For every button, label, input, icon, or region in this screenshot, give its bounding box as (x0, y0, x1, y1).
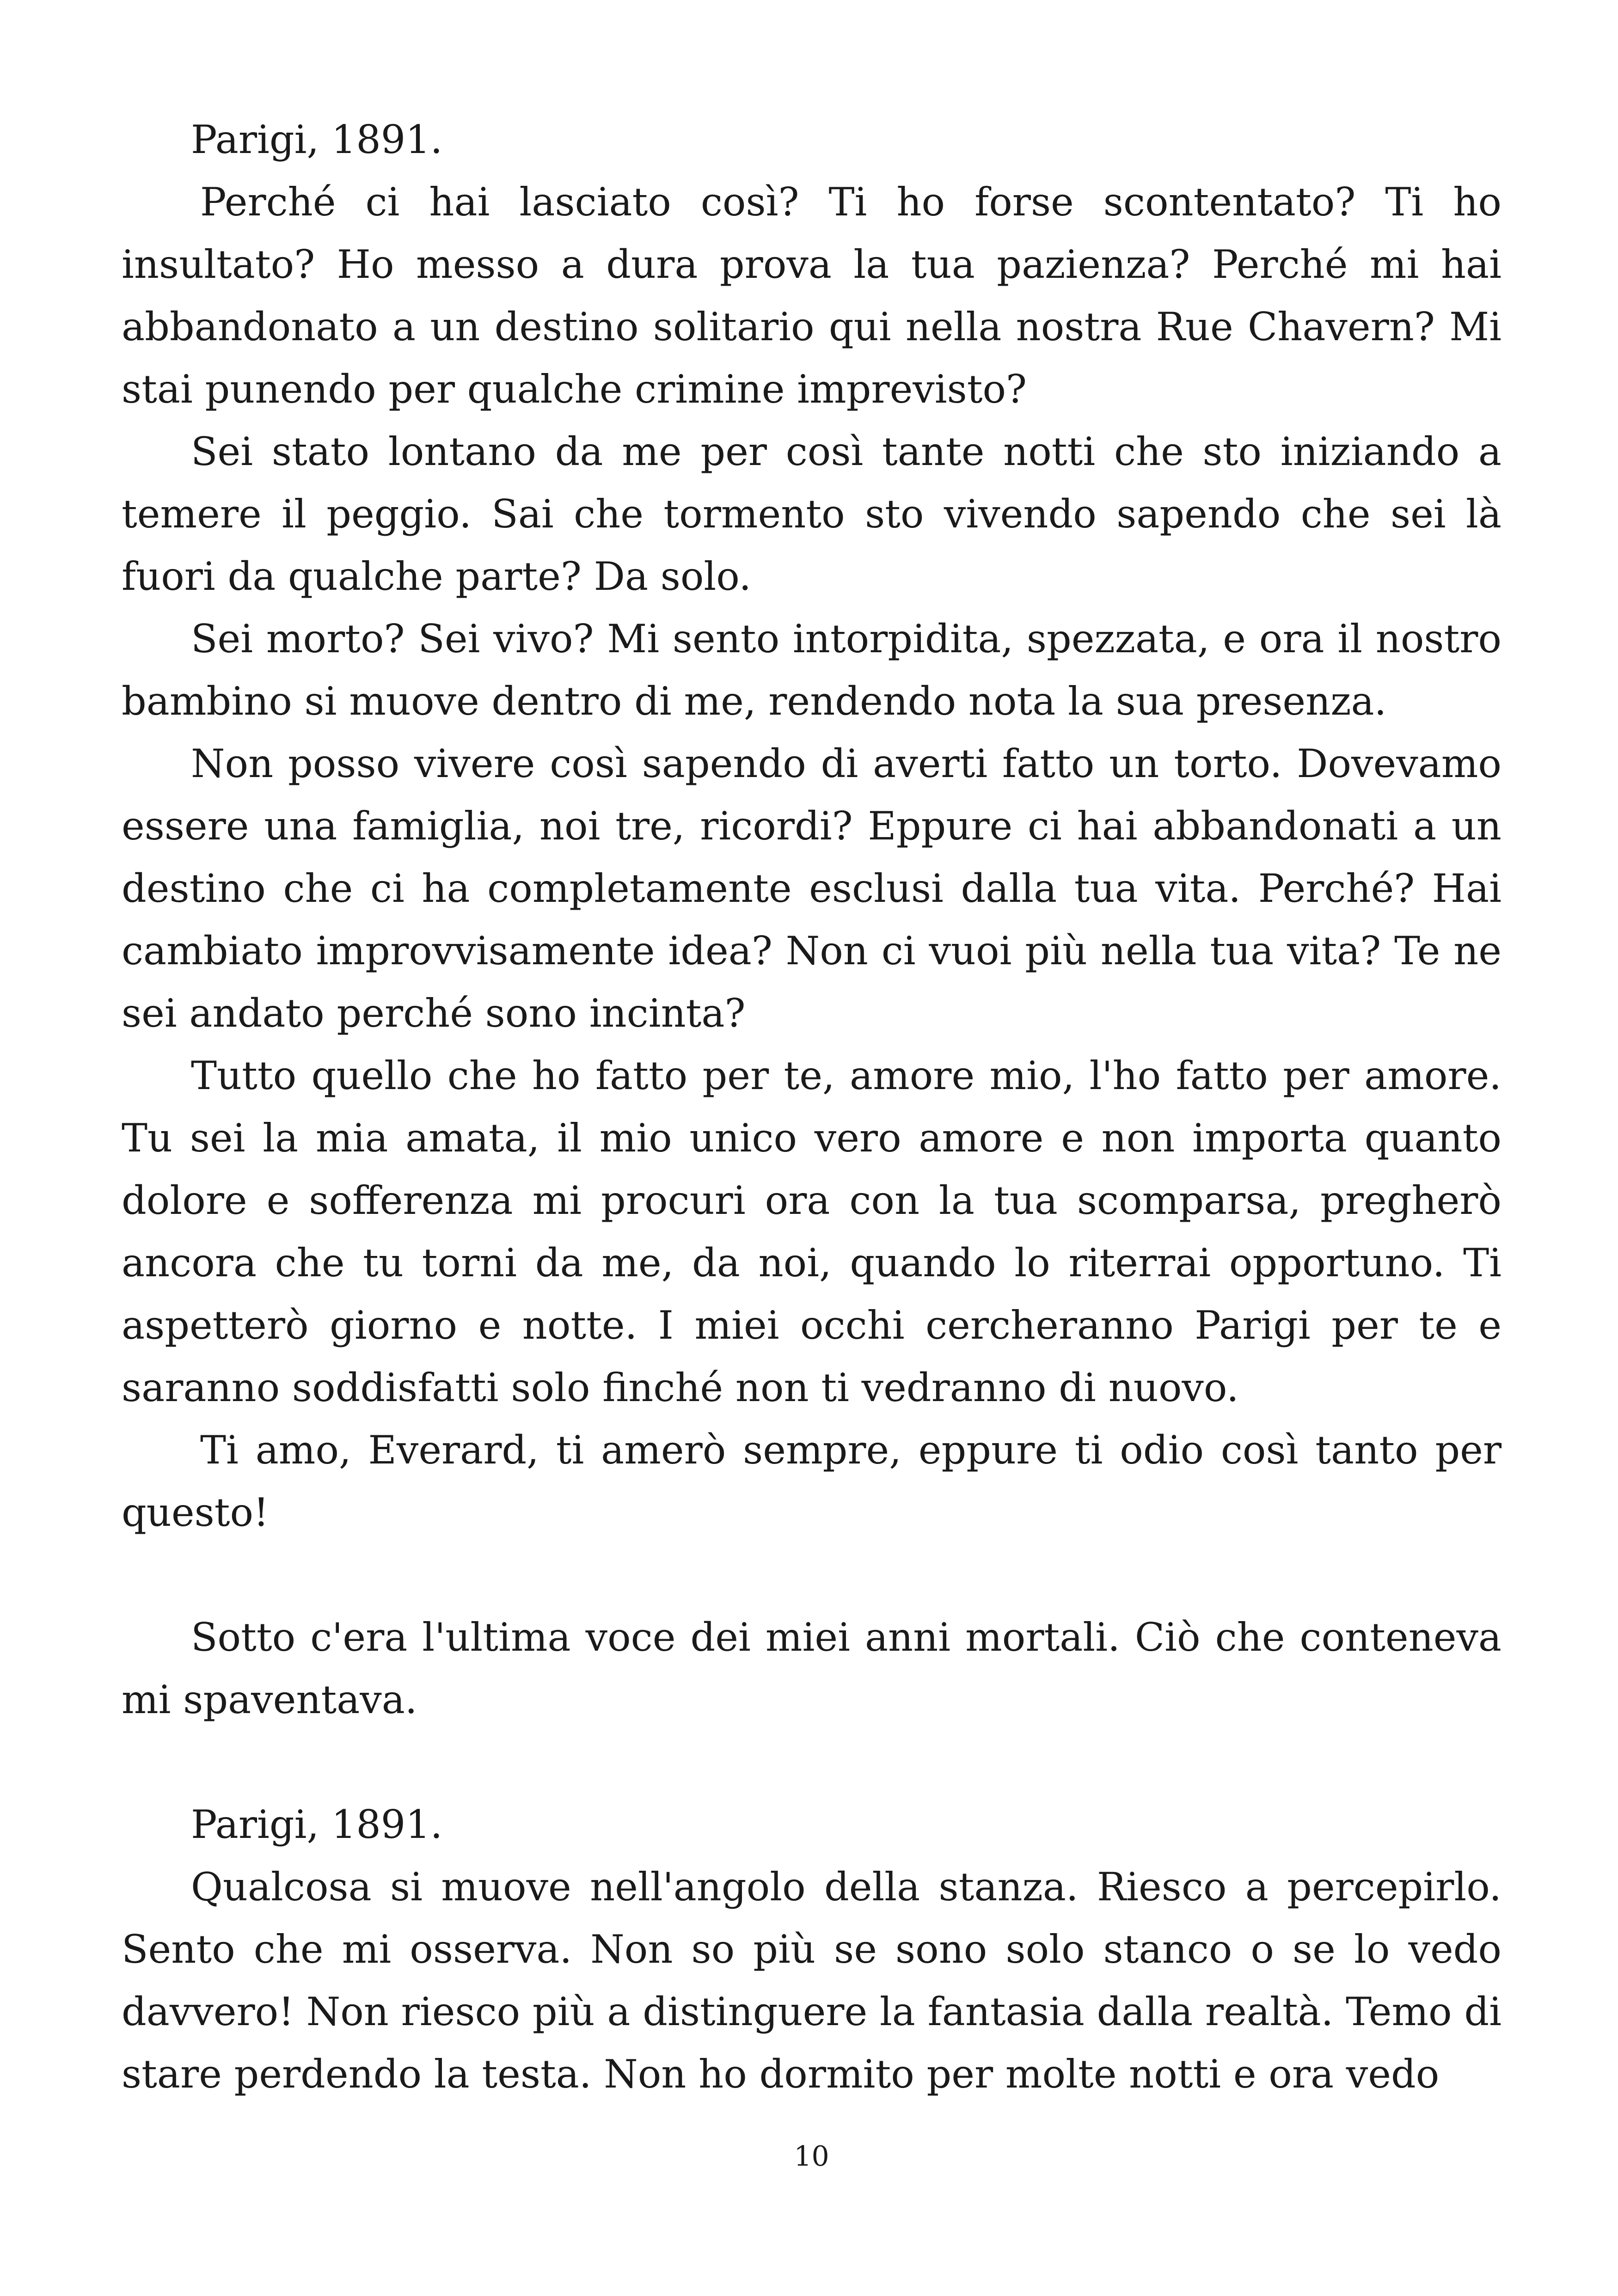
section-gap (122, 1731, 1502, 1794)
book-page (122, 0, 1502, 2296)
paragraph: Sei stato lontano da me per così tante notti che sto iniziando a temere il peggio. Sai che tormento sto vivendo sapendo che sei là fuori da qualche parte? Da solo. (122, 429, 1502, 599)
paragraph: Qualcosa si muove nell'angolo della stanza. Riesco a percepirlo. Sento che mi osserva. Non so più se sono solo stanco o se lo vedo davvero! Non riesco più a distinguere la fantasia dalla realtà. Temo di stare perdendo la testa. Non ho dormito per molte notti e ora vedo (122, 1864, 1502, 2097)
section-gap (122, 1544, 1502, 1606)
page-number: 10 (794, 2140, 829, 2173)
interlude-paragraph: Sotto c'era l'ultima voce dei miei anni mortali. Ciò che conteneva mi spaventava. (122, 1615, 1502, 1722)
paragraph: Sei morto? Sei vivo? Mi sento intorpidita, spezzata, e ora il nostro bambino si muove dentro di me, rendendo nota la sua presenza. (122, 616, 1502, 724)
paragraph: Perché ci hai lasciato così? Ti ho forse scontentato? Ti ho insultato? Ho messo a dura prova la tua pazienza? Perché mi hai abbandonato a un destino solitario qui nella nostra Rue Chavern? Mi stai punendo per qualche crimine imprevisto? (122, 179, 1502, 412)
page-body (122, 109, 1502, 2106)
dateline: Parigi, 1891. (191, 117, 443, 162)
paragraph: Tutto quello che ho fatto per te, amore mio, l'ho fatto per amore. Tu sei la mia amata, il mio unico vero amore e non importa quanto dolore e sofferenza mi procuri ora con la tua scomparsa, pregherò ancora che tu torni da me, da noi, quando lo riterrai opportuno. Ti aspetterò giorno e notte. I miei occhi cercheranno Parigi per te e saranno soddisfatti solo finché non ti vedranno di nuovo. (122, 1053, 1502, 1410)
paragraph: Ti amo, Everard, ti amerò sempre, eppure ti odio così tanto per questo! (122, 1427, 1502, 1535)
dateline: Parigi, 1891. (191, 1802, 443, 1847)
paragraph: Non posso vivere così sapendo di averti fatto un torto. Dovevamo essere una famiglia, noi tre, ricordi? Eppure ci hai abbandonati a un destino che ci ha completamente esclusi dalla tua vita. Perché? Hai cambiato improvvisamente idea? Non ci vuoi più nella tua vita? Te ne sei andato perché sono incinta? (122, 741, 1502, 1036)
